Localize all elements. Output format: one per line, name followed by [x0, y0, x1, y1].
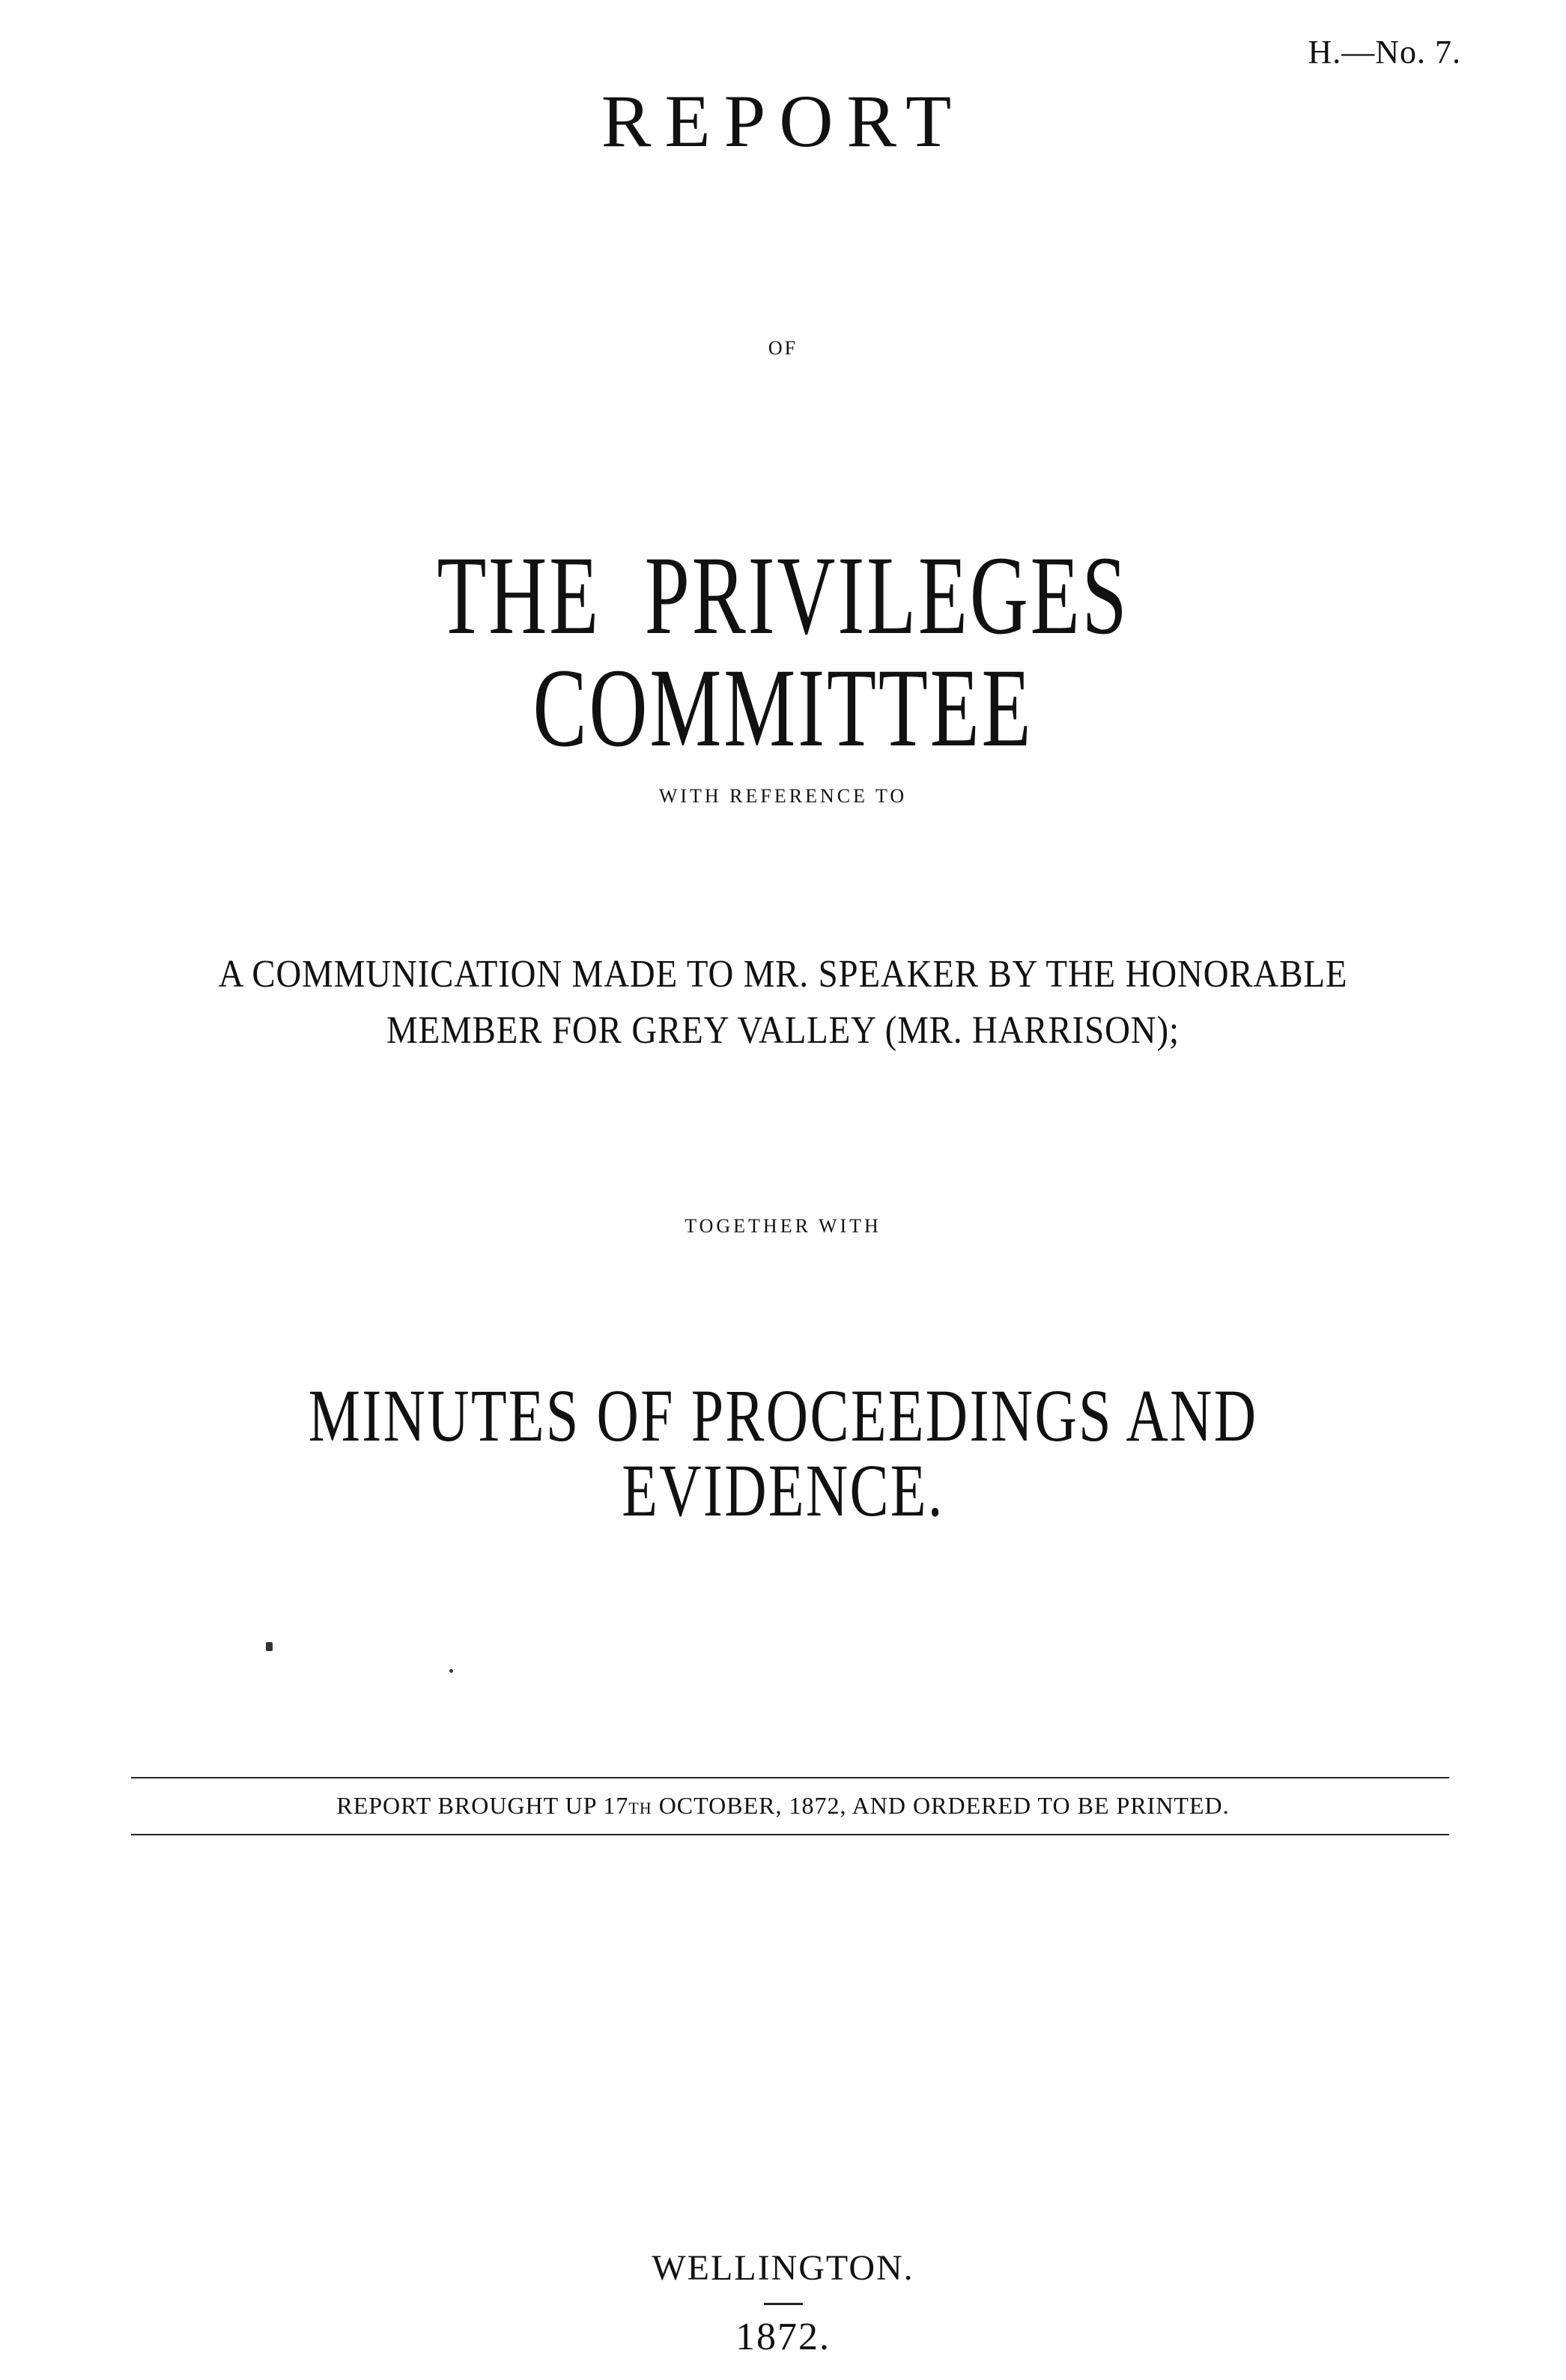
- order-note: [0, 1792, 1566, 1820]
- ink-speck: [449, 1669, 453, 1673]
- bottom-rule: [131, 1834, 1449, 1835]
- imprint-rule: [764, 2303, 803, 2305]
- with-reference-label: WITH REFERENCE TO: [658, 785, 908, 807]
- ink-speck: [266, 1642, 273, 1651]
- order-note-ordinal: TH: [628, 1799, 652, 1817]
- subject-line-1: A COMMUNICATION MADE TO MR. SPEAKER BY THE HONORABLE: [218, 953, 1348, 996]
- paper-number: H.—No. 7.: [1308, 34, 1461, 70]
- imprint-place: WELLINGTON.: [652, 2248, 914, 2288]
- order-note-before: REPORT BROUGHT UP 17: [336, 1792, 629, 1819]
- subject-line-2: MEMBER FOR GREY VALLEY (MR. HARRISON);: [386, 1009, 1180, 1052]
- imprint-year: 1872.: [735, 2316, 831, 2358]
- of-label: OF: [768, 337, 798, 359]
- order-note-after: OCTOBER, 1872, AND ORDERED TO BE PRINTED.: [652, 1792, 1230, 1819]
- committee-title: THE PRIVILEGES COMMITTEE: [437, 533, 1129, 770]
- top-rule: [131, 1777, 1449, 1778]
- together-with-label: TOGETHER WITH: [685, 1215, 881, 1237]
- report-heading: REPORT: [601, 79, 965, 163]
- minutes-title: MINUTES OF PROCEEDINGS AND EVIDENCE.: [308, 1374, 1258, 1532]
